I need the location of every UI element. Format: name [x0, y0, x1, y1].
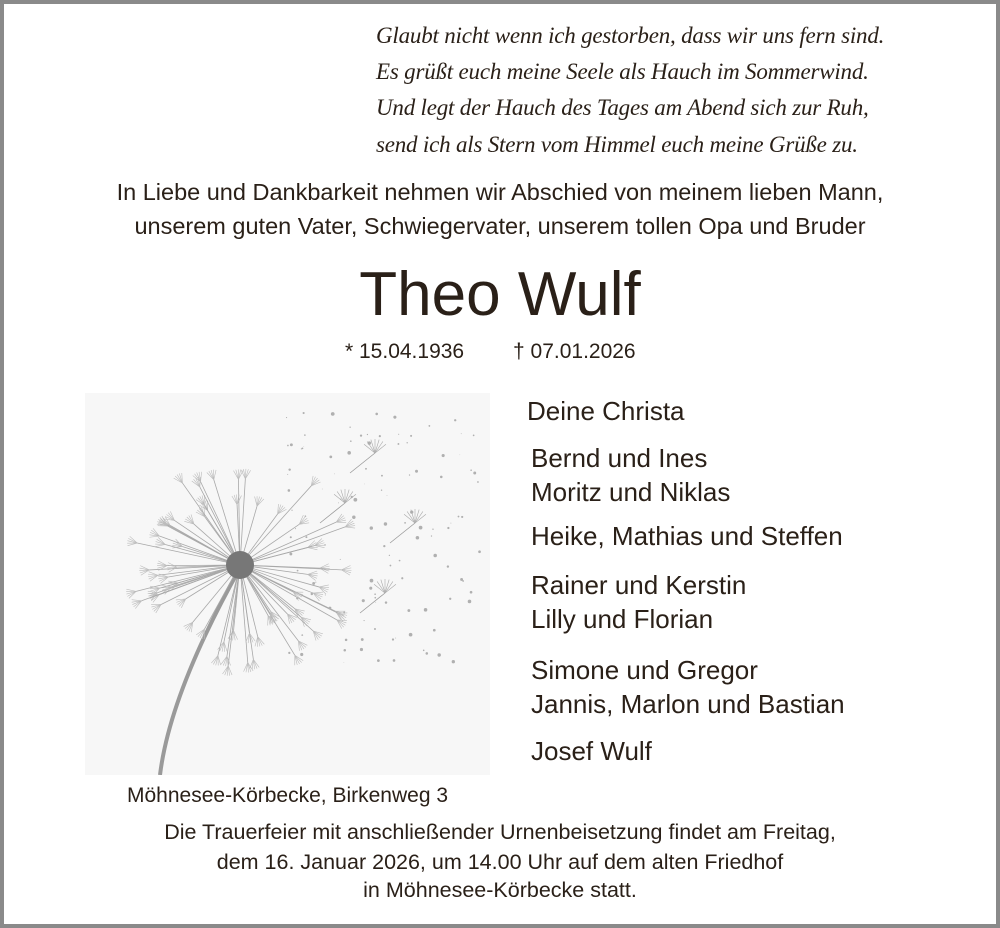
family-member: Jannis, Marlon und Bastian [531, 689, 845, 719]
poem-line: Es grüßt euch meine Seele als Hauch im Sommerwind. [376, 59, 869, 84]
funeral-info-line: in Möhnesee-Körbecke statt. [363, 878, 637, 902]
funeral-info-line: dem 16. Januar 2026, um 14.00 Uhr auf dem alten Friedhof [216, 850, 784, 874]
birth-date: * 15.04.1936 [345, 340, 465, 363]
address: Möhnesee-Körbecke, Birkenweg 3 [127, 784, 449, 807]
funeral-info-line: Die Trauerfeier mit anschließender Urnenbeisetzung findet am Freitag, [164, 820, 836, 844]
death-date: † 07.01.2026 [513, 340, 636, 363]
poem-line: Glaubt nicht wenn ich gestorben, dass wir uns fern sind. [376, 23, 885, 48]
deceased-name: Theo Wulf [359, 260, 641, 329]
intro-line: In Liebe und Dankbarkeit nehmen wir Abschied von meinem lieben Mann, [116, 179, 884, 205]
family-member: Deine Christa [527, 396, 685, 426]
family-member: Lilly und Florian [531, 604, 714, 634]
dandelion-image [85, 393, 490, 775]
family-member: Heike, Mathias und Steffen [531, 521, 843, 551]
family-member: Moritz und Niklas [531, 477, 731, 507]
family-member: Josef Wulf [531, 736, 652, 766]
family-member: Simone und Gregor [531, 655, 758, 685]
family-member: Rainer und Kerstin [531, 570, 747, 600]
poem-line: send ich als Stern vom Himmel euch meine Grüße zu. [376, 132, 858, 157]
poem-line: Und legt der Hauch des Tages am Abend sich zur Ruh, [376, 95, 869, 120]
intro-line: unserem guten Vater, Schwiegervater, unserem tollen Opa und Bruder [134, 213, 866, 239]
family-member: Bernd und Ines [531, 443, 708, 473]
